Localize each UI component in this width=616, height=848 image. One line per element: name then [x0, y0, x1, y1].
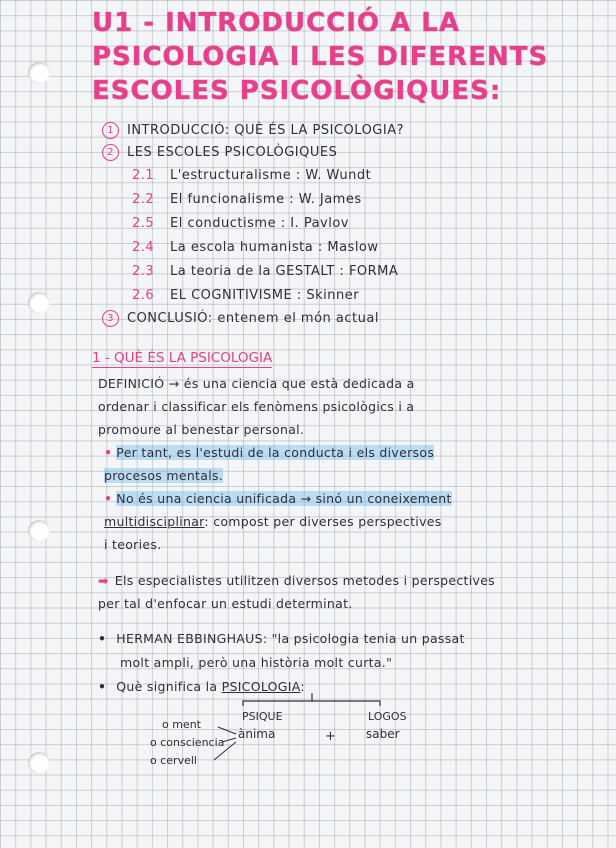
bullet-dot-icon: •: [104, 445, 113, 460]
definition-line: DEFINICIÓ → és una ciencia que està dedicada a: [98, 376, 415, 391]
bullet-dot-icon: •: [104, 491, 113, 506]
bracket-line: [243, 701, 380, 706]
highlighted-text: Per tant, es l'estudi de la conducta i els diversos: [116, 445, 435, 460]
arrow-text: Els especialistes utilitzen diversos metodes i perspectives: [114, 573, 495, 588]
subitem-number: 2.4: [132, 240, 155, 255]
anima-label: ànima: [238, 727, 276, 741]
title-line-2: PSICOLOGIA I LES DIFERENTS: [92, 42, 549, 72]
title-line-3: ESCOLES PSICOLÒGIQUES:: [92, 76, 502, 106]
quote-text: HERMAN EBBINGHAUS: "la psicologia tenia un passat: [116, 631, 465, 646]
psique-label: PSIQUE: [242, 710, 283, 723]
meaning-text: Què significa la: [116, 679, 222, 694]
subitem-number: 2.2: [132, 192, 155, 207]
ment-label: o ment: [162, 718, 201, 731]
subitem-text: L'estructuralisme : W. Wundt: [170, 168, 372, 183]
subitem-number: 2.3: [132, 264, 155, 279]
bullet-circle-icon: •: [98, 631, 107, 646]
toc-text-3: CONCLUSIÓ: entenem el món actual: [127, 311, 379, 326]
highlighted-text: procesos mentals.: [104, 468, 224, 483]
subitem-number: 2.1: [132, 168, 155, 183]
toc-text-2: LES ESCOLES PSICOLÒGIQUES: [127, 145, 338, 160]
underlined-term: multidisciplinar: [104, 514, 205, 529]
section-heading: 1 - QUÈ ÉS LA PSICOLOGIA: [92, 350, 273, 366]
subitem-number: 2.6: [132, 288, 155, 303]
logos-label: LOGOS: [368, 710, 407, 723]
meaning-text: :: [300, 679, 305, 694]
cervell-label: o cervell: [150, 754, 197, 767]
subitem-text: EL COGNITIVISME : Skinner: [170, 288, 360, 303]
subitem-number: 2.5: [132, 216, 155, 231]
subitem-text: La escola humanista : Maslow: [170, 240, 379, 255]
bullet-text: : compost per diverses perspectives: [204, 514, 442, 529]
consciencia-label: o consciencia: [150, 736, 225, 749]
toc-text-1: INTRODUCCIÓ: QUÈ ÉS LA PSICOLOGIA?: [127, 123, 404, 138]
bullet-text: i teories.: [104, 537, 162, 552]
highlighted-text: No és una ciencia unificada → sinó un coneixement: [116, 491, 452, 506]
underlined-term: PSICOLOGIA: [221, 679, 301, 694]
subitem-text: El funcionalisme : W. James: [170, 192, 362, 207]
arrow-right-icon: ➡: [98, 573, 109, 588]
connector-line: [218, 727, 236, 734]
title-line-1: U1 - INTRODUCCIÓ A LA: [92, 8, 460, 38]
toc-number-3: 3: [102, 310, 119, 327]
bullet-circle-icon: •: [98, 679, 107, 694]
plus-sign: +: [325, 729, 336, 744]
definition-line: ordenar i classificar els fenòmens psicològics i a: [98, 399, 415, 414]
definition-line: promoure al benestar personal.: [98, 422, 305, 437]
quote-line: molt ampli, però una història molt curta.": [120, 655, 393, 670]
toc-number-1: 1: [102, 122, 119, 139]
subitem-text: El conductisme : I. Pavlov: [170, 216, 349, 231]
toc-number-2: 2: [102, 144, 119, 161]
arrow-line: per tal d'enfocar un estudi determinat.: [98, 596, 353, 611]
subitem-text: La teoria de la GESTALT : FORMA: [170, 264, 399, 279]
saber-label: saber: [366, 727, 400, 741]
